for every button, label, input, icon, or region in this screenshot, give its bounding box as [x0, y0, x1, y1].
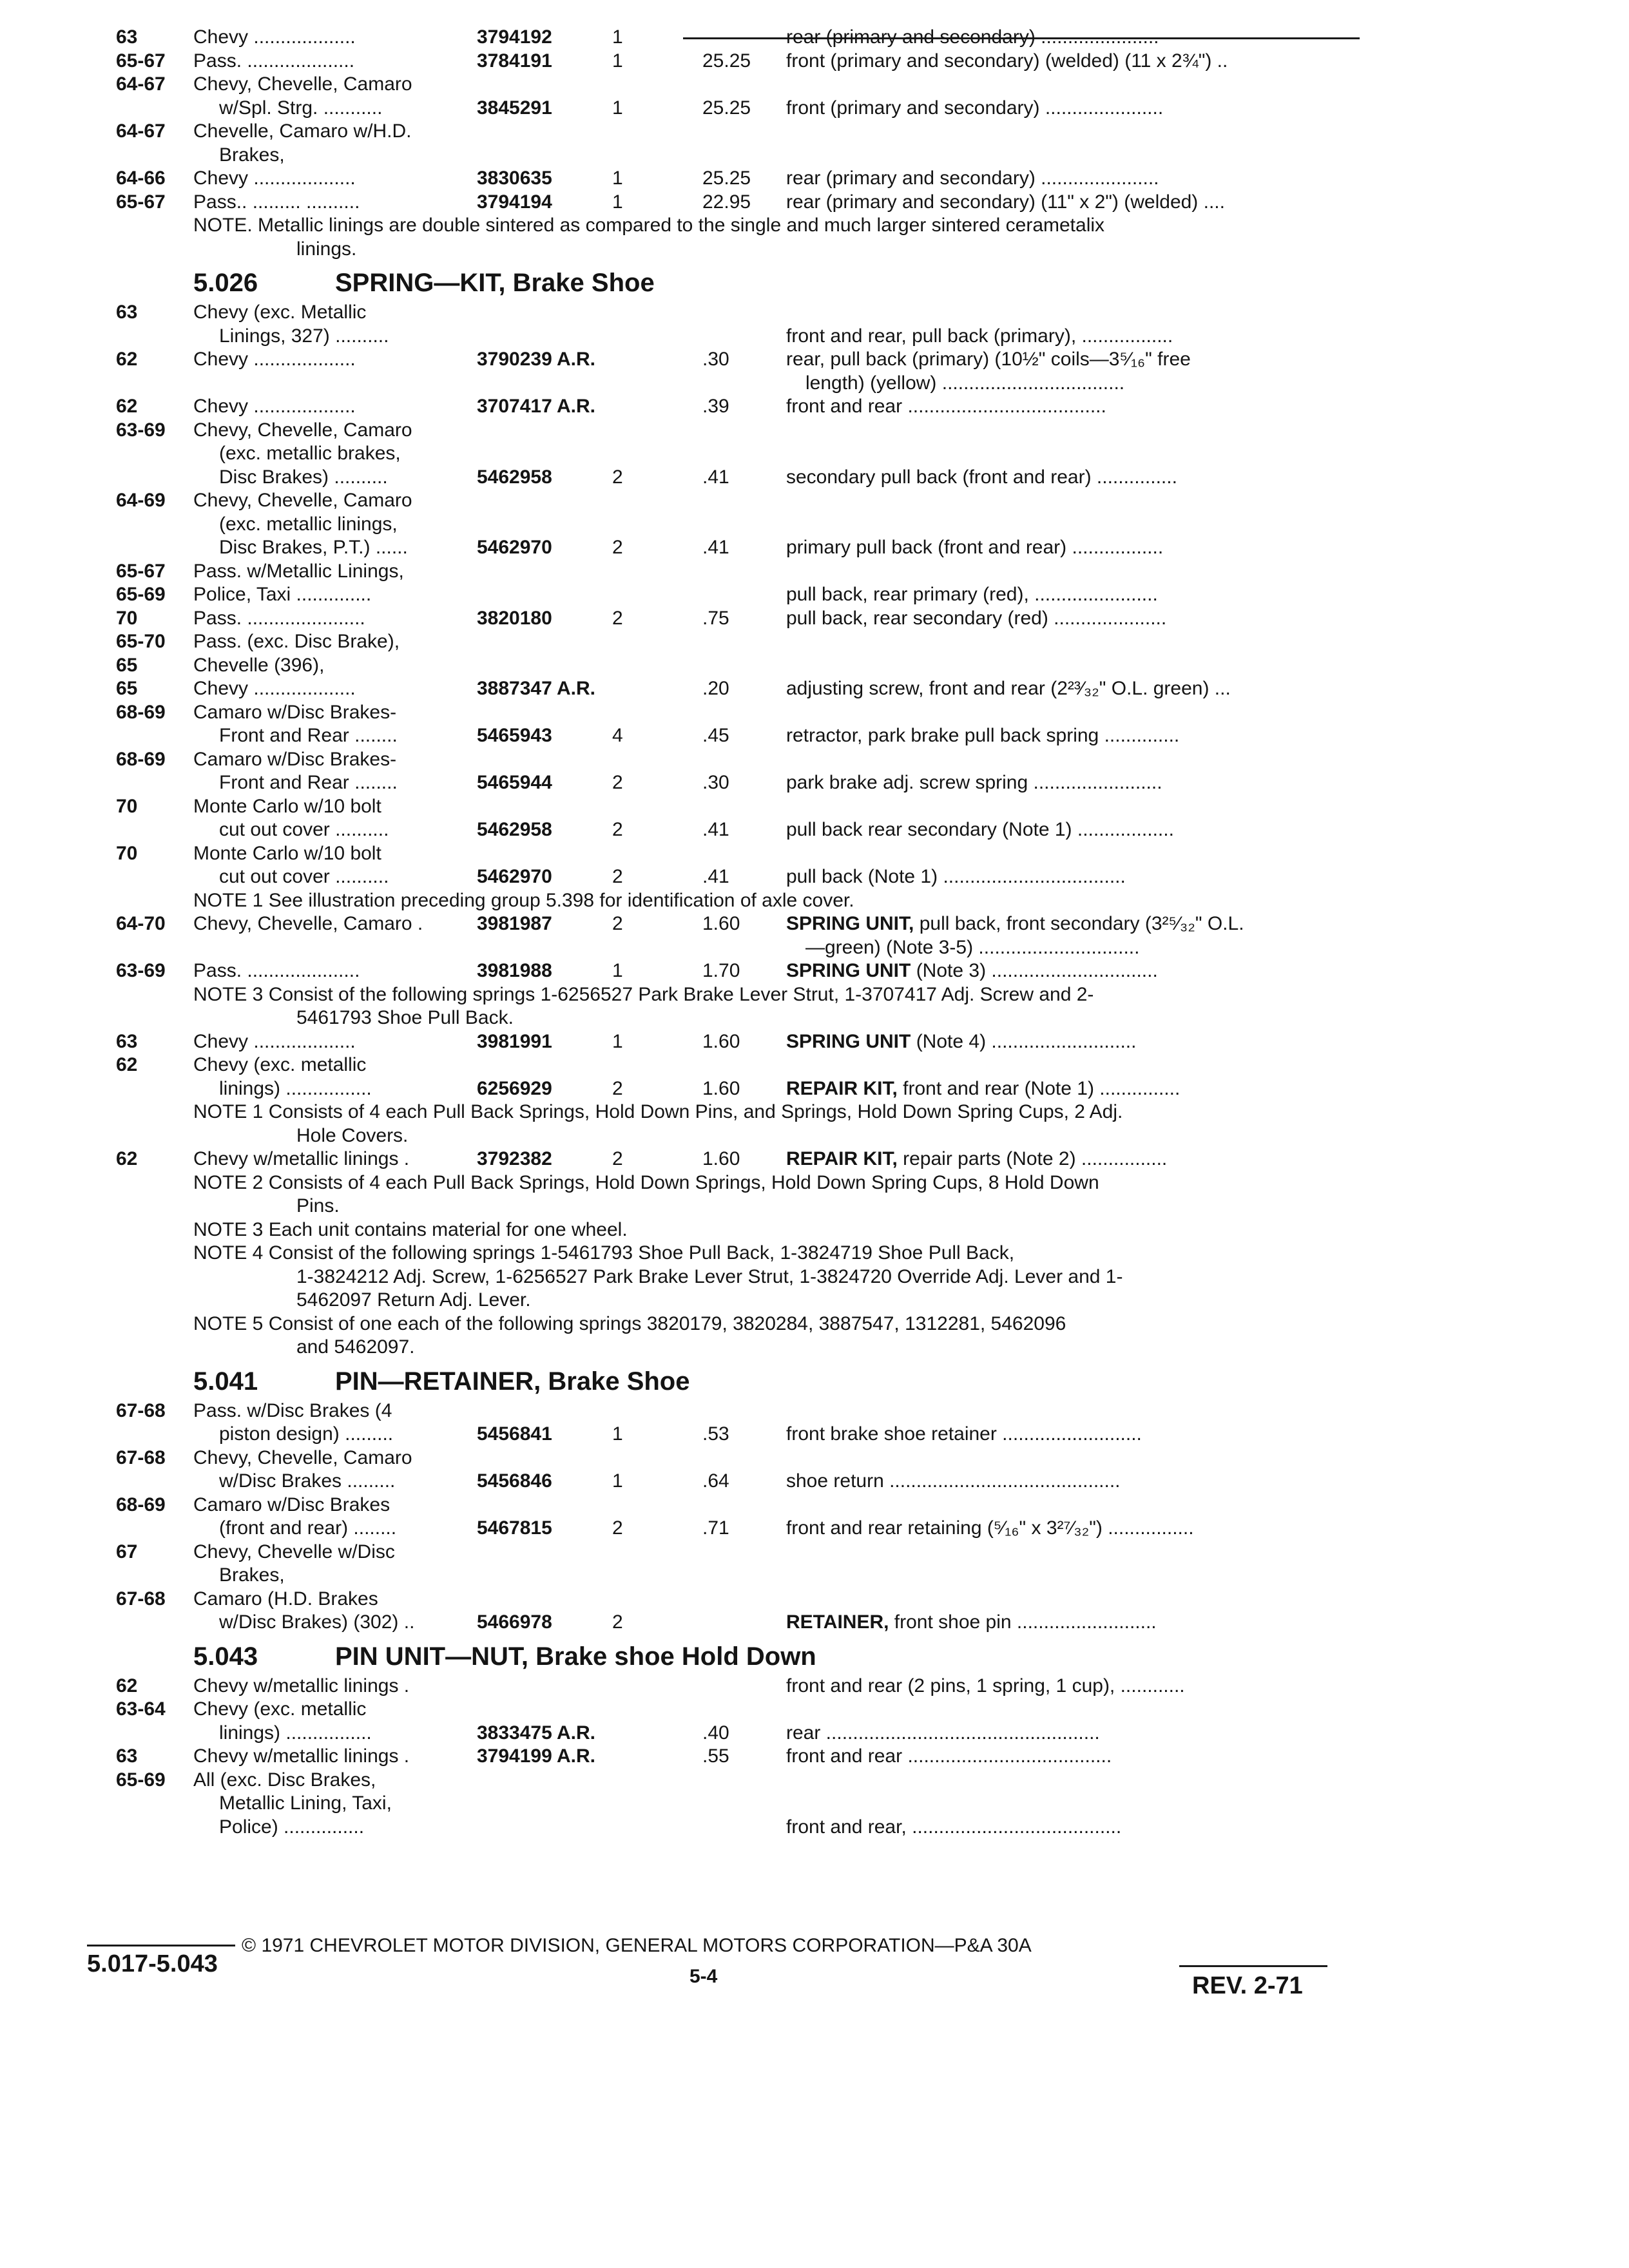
- model-text: Chevy w/metallic linings .: [193, 1675, 410, 1696]
- section-title: PIN UNIT—NUT, Brake shoe Hold Down: [335, 1642, 816, 1671]
- list-item: [0, 1792, 1629, 1815]
- model-text: All (exc. Disc Brakes,: [193, 1769, 376, 1791]
- model-year: 65-69: [116, 584, 166, 605]
- model-year: 62: [116, 1148, 138, 1169]
- part-description: front and rear .....................................: [786, 396, 1106, 417]
- model-year: 67-68: [116, 1446, 166, 1468]
- quantity: 2: [612, 1077, 623, 1099]
- list-item: [0, 1446, 1629, 1470]
- part-description: front brake shoe retainer ..........................: [786, 1423, 1142, 1445]
- model-year: 63-69: [116, 419, 166, 441]
- list-item: [0, 677, 1629, 700]
- model-year: 65-67: [116, 50, 166, 72]
- part-number: 3830635: [477, 168, 552, 189]
- price: .64: [702, 1470, 729, 1492]
- quantity: 1: [612, 26, 623, 48]
- note-line: NOTE 1 Consists of 4 each Pull Back Springs, Hold Down Pins, and Springs, Hold Down Spring Cups, 2 Adj.: [193, 1101, 1123, 1122]
- list-item: [0, 959, 1629, 983]
- part-number: 5462958: [477, 819, 552, 840]
- price: 25.25: [702, 50, 751, 72]
- part-description: pull back rear secondary (Note 1) ..................: [786, 819, 1174, 840]
- model-year: 70: [116, 607, 138, 629]
- model-text: Front and Rear ........: [219, 725, 398, 746]
- price: .20: [702, 678, 729, 699]
- model-text: Camaro w/Disc Brakes: [193, 1494, 390, 1515]
- metallic-lining-note: [0, 214, 1629, 237]
- model-text: Monte Carlo w/10 bolt: [193, 842, 381, 864]
- list-item: [0, 654, 1629, 677]
- quantity: 2: [612, 607, 623, 629]
- model-text: Chevy ...................: [193, 168, 356, 189]
- note-line: NOTE 3 Consist of the following springs 1-6256527 Park Brake Lever Strut, 1-3707417 Adj. Screw and 2-: [193, 983, 1094, 1005]
- model-text: Chevy ...................: [193, 1030, 356, 1052]
- model-year: 68-69: [116, 1494, 166, 1515]
- list-item: [0, 701, 1629, 724]
- part-description: secondary pull back (front and rear) ...............: [786, 466, 1177, 488]
- model-text: Camaro (H.D. Brakes: [193, 1588, 378, 1610]
- price: 25.25: [702, 97, 751, 119]
- list-item: [0, 1030, 1629, 1053]
- part-number: 3981988: [477, 960, 552, 981]
- model-text: Chevy, Chevelle, Camaro: [193, 73, 412, 95]
- list-item: [0, 912, 1629, 936]
- part-description: SPRING UNIT, pull back, front secondary (3²⁵⁄₃₂" O.L.: [786, 913, 1244, 934]
- page-number: 5-4: [689, 1966, 718, 1987]
- model-text: Camaro w/Disc Brakes-: [193, 701, 397, 723]
- price: 1.60: [702, 1148, 740, 1169]
- part-number: 3887347 A.R.: [477, 678, 596, 699]
- model-text: Chevy (exc. Metallic: [193, 302, 367, 323]
- model-year: 63-69: [116, 960, 166, 981]
- part-number: 3794194: [477, 191, 552, 213]
- note-text: [0, 1195, 1629, 1218]
- model-text: (exc. metallic brakes,: [219, 443, 401, 464]
- list-item: [0, 144, 1629, 167]
- section-heading-5041: [0, 1365, 1629, 1398]
- part-description: front and rear, pull back (primary), .................: [786, 325, 1173, 347]
- model-text: Pass. (exc. Disc Brake),: [193, 631, 400, 652]
- part-description: SPRING UNIT (Note 3) ...............................: [786, 960, 1158, 981]
- note-line: NOTE 4 Consist of the following springs 1-5461793 Shoe Pull Back, 1-3824719 Shoe Pull Back,: [193, 1242, 1015, 1264]
- model-text: linings) ................: [219, 1077, 372, 1099]
- quantity: 2: [612, 866, 623, 887]
- list-item: [0, 1611, 1629, 1634]
- quantity: 2: [612, 1611, 623, 1633]
- list-item: [0, 1399, 1629, 1423]
- note-text: [0, 1265, 1629, 1289]
- list-item: [0, 395, 1629, 418]
- note-line: Hole Covers.: [296, 1124, 409, 1146]
- note-axle-cover: [0, 889, 1629, 912]
- model-text: Brakes,: [219, 144, 285, 166]
- note-line: NOTE 2 Consists of 4 each Pull Back Springs, Hold Down Springs, Hold Down Spring Cups, 8 Hold Down: [193, 1171, 1099, 1193]
- list-item: [0, 1077, 1629, 1100]
- part-description: front (primary and secondary) ......................: [786, 97, 1164, 119]
- part-number: 5462970: [477, 866, 552, 887]
- model-year: 64-67: [116, 73, 166, 95]
- part-description: REPAIR KIT, front and rear (Note 1) ...............: [786, 1077, 1181, 1099]
- section-title: SPRING—KIT, Brake Shoe: [335, 269, 655, 297]
- list-item: [0, 1148, 1629, 1171]
- model-year: 67-68: [116, 1399, 166, 1421]
- part-description: rear (primary and secondary) (11" x 2") (welded) ....: [786, 191, 1225, 213]
- model-text: Chevy, Chevelle w/Disc: [193, 1541, 395, 1562]
- price: .41: [702, 819, 729, 840]
- model-text: Chevy ...................: [193, 26, 356, 48]
- model-year: 63: [116, 1030, 138, 1052]
- list-item: [0, 1588, 1629, 1611]
- note-text: [0, 1218, 1629, 1242]
- list-item: [0, 442, 1629, 465]
- quantity: 1: [612, 191, 623, 213]
- quantity: 1: [612, 1470, 623, 1492]
- list-item: [0, 583, 1629, 606]
- price: .30: [702, 772, 729, 793]
- part-description: primary pull back (front and rear) .................: [786, 537, 1164, 558]
- list-item: [0, 1470, 1629, 1493]
- model-text: Police) ...............: [219, 1816, 365, 1838]
- section-title: PIN—RETAINER, Brake Shoe: [335, 1367, 690, 1396]
- model-text: Disc Brakes) ..........: [219, 466, 388, 488]
- part-number: 5462970: [477, 537, 552, 558]
- section-number: 5.041: [193, 1367, 258, 1396]
- quantity: 2: [612, 1517, 623, 1539]
- model-text: Pass.. ......... ..........: [193, 191, 360, 213]
- part-number: 5467815: [477, 1517, 552, 1539]
- list-item: [0, 748, 1629, 771]
- list-item: [0, 865, 1629, 889]
- part-number: 3833475 A.R.: [477, 1722, 596, 1744]
- model-text: Pass. ....................: [193, 50, 355, 72]
- list-item: [0, 630, 1629, 653]
- list-item: [0, 419, 1629, 442]
- part-description: front and rear retaining (⁵⁄₁₆" x 3²⁷⁄₃₂") ................: [786, 1517, 1194, 1539]
- part-number: 3794199 A.R.: [477, 1745, 596, 1767]
- list-item: [0, 842, 1629, 865]
- list-item: [0, 167, 1629, 190]
- part-description: RETAINER, front shoe pin ..........................: [786, 1611, 1157, 1633]
- model-text: cut out cover ..........: [219, 819, 389, 840]
- list-item: [0, 1816, 1629, 1839]
- model-year: 65-67: [116, 191, 166, 213]
- part-number: 3820180: [477, 607, 552, 629]
- note-text: [0, 1171, 1629, 1195]
- quantity: 2: [612, 1148, 623, 1169]
- part-description: retractor, park brake pull back spring ..............: [786, 725, 1180, 746]
- list-item: [0, 1423, 1629, 1446]
- model-text: Chevy ...................: [193, 396, 356, 417]
- section-heading-5043: [0, 1640, 1629, 1673]
- part-number: 3794192: [477, 26, 552, 48]
- model-year: 63: [116, 26, 138, 48]
- list-item: [0, 489, 1629, 512]
- model-year: 63: [116, 1745, 138, 1767]
- note-line: 5462097 Return Adj. Lever.: [296, 1289, 531, 1311]
- model-year: 62: [116, 396, 138, 417]
- model-year: 64-69: [116, 490, 166, 511]
- part-number: 3845291: [477, 97, 552, 119]
- part-description: REPAIR KIT, repair parts (Note 2) ................: [786, 1148, 1168, 1169]
- note-line: NOTE 1 See illustration preceding group 5.398 for identification of axle cover.: [193, 889, 854, 911]
- list-item: [0, 1769, 1629, 1792]
- price: 1.60: [702, 1077, 740, 1099]
- price: .55: [702, 1745, 729, 1767]
- metallic-lining-note: [0, 238, 1629, 261]
- model-text: Chevy, Chevelle, Camaro .: [193, 913, 423, 934]
- list-item: [0, 372, 1629, 395]
- model-text: Chevy, Chevelle, Camaro: [193, 1446, 412, 1468]
- price: 1.60: [702, 1030, 740, 1052]
- list-item: [0, 1053, 1629, 1077]
- part-description: pull back (Note 1) ..................................: [786, 866, 1126, 887]
- list-item: [0, 1675, 1629, 1698]
- model-text: Chevy ...................: [193, 349, 356, 370]
- price: .40: [702, 1722, 729, 1744]
- model-year: 62: [116, 1675, 138, 1696]
- model-text: Chevy (exc. metallic: [193, 1698, 367, 1720]
- note-line: 1-3824212 Adj. Screw, 1-6256527 Park Brake Lever Strut, 1-3824720 Override Adj. Lever and 1-: [296, 1265, 1123, 1287]
- part-number: 3792382: [477, 1148, 552, 1169]
- model-year: 62: [116, 1054, 138, 1075]
- part-description: —green) (Note 3-5) ..............................: [805, 936, 1140, 958]
- list-item: [0, 771, 1629, 794]
- quantity: 1: [612, 1030, 623, 1052]
- revision-label: REV. 2-71: [1192, 1972, 1303, 1999]
- footer-rule-right: [1179, 1965, 1327, 1967]
- note-line: NOTE. Metallic linings are double sintered as compared to the single and much larger sintered cerametalix: [193, 215, 1105, 236]
- quantity: 1: [612, 168, 623, 189]
- quantity: 1: [612, 50, 623, 72]
- quantity: 2: [612, 819, 623, 840]
- note-text: [0, 1289, 1629, 1312]
- list-item: [0, 513, 1629, 536]
- model-text: Disc Brakes, P.T.) ......: [219, 537, 408, 558]
- price: 22.95: [702, 191, 751, 213]
- model-year: 64-70: [116, 913, 166, 934]
- model-year: 68-69: [116, 701, 166, 723]
- part-description: front and rear ......................................: [786, 1745, 1112, 1767]
- note-text: [0, 983, 1629, 1006]
- part-description: adjusting screw, front and rear (2²³⁄₃₂" O.L. green) ...: [786, 678, 1231, 699]
- model-text: w/Spl. Strg. ...........: [219, 97, 383, 119]
- part-description: rear (primary and secondary) ......................: [786, 168, 1159, 189]
- part-description: shoe return ...........................................: [786, 1470, 1121, 1492]
- model-text: Metallic Lining, Taxi,: [219, 1792, 392, 1814]
- section-heading-5026: [0, 266, 1629, 300]
- model-text: Chevy w/metallic linings .: [193, 1745, 410, 1767]
- list-item: [0, 1564, 1629, 1587]
- model-text: w/Disc Brakes) (302) ..: [219, 1611, 415, 1633]
- note-text: [0, 1242, 1629, 1265]
- note-text: [0, 1100, 1629, 1124]
- list-item: [0, 536, 1629, 559]
- model-year: 70: [116, 795, 138, 817]
- list-item: [0, 120, 1629, 143]
- model-text: Chevelle, Camaro w/H.D.: [193, 120, 412, 142]
- list-item: [0, 1541, 1629, 1564]
- model-text: linings) ................: [219, 1722, 372, 1744]
- quantity: 2: [612, 772, 623, 793]
- quantity: 2: [612, 913, 623, 934]
- part-description: SPRING UNIT (Note 4) ...........................: [786, 1030, 1137, 1052]
- list-item: [0, 936, 1629, 959]
- note-line: and 5462097.: [296, 1336, 415, 1358]
- note-line: 5461793 Shoe Pull Back.: [296, 1007, 514, 1028]
- part-description: rear, pull back (primary) (10½" coils—3⁵⁄₁₆" free: [786, 349, 1191, 370]
- model-year: 67: [116, 1541, 138, 1562]
- list-item: [0, 325, 1629, 348]
- note-text: [0, 1006, 1629, 1030]
- model-text: piston design) .........: [219, 1423, 394, 1445]
- model-text: Pass. w/Disc Brakes (4: [193, 1399, 392, 1421]
- list-item: [0, 1494, 1629, 1517]
- model-text: (exc. metallic linings,: [219, 513, 398, 535]
- part-description: front and rear, .......................................: [786, 1816, 1122, 1838]
- list-item: [0, 607, 1629, 630]
- quantity: 4: [612, 725, 623, 746]
- part-number: 3981991: [477, 1030, 552, 1052]
- note-text: [0, 1312, 1629, 1336]
- list-item: [0, 560, 1629, 583]
- model-text: Linings, 327) ..........: [219, 325, 389, 347]
- model-year: 63: [116, 302, 138, 323]
- price: 1.70: [702, 960, 740, 981]
- section-number: 5.026: [193, 269, 258, 297]
- quantity: 1: [612, 1423, 623, 1445]
- model-text: cut out cover ..........: [219, 866, 389, 887]
- list-item: [0, 301, 1629, 324]
- list-item: [0, 73, 1629, 96]
- part-description: front and rear (2 pins, 1 spring, 1 cup), ............: [786, 1675, 1185, 1696]
- part-number: 5456841: [477, 1423, 552, 1445]
- quantity: 1: [612, 97, 623, 119]
- model-year: 70: [116, 842, 138, 864]
- part-number: 5466978: [477, 1611, 552, 1633]
- model-text: Monte Carlo w/10 bolt: [193, 795, 381, 817]
- model-text: Chevy, Chevelle, Camaro: [193, 490, 412, 511]
- list-item: [0, 97, 1629, 120]
- part-number: 6256929: [477, 1077, 552, 1099]
- model-text: Chevy (exc. metallic: [193, 1054, 367, 1075]
- price: .41: [702, 466, 729, 488]
- model-year: 65-67: [116, 560, 166, 582]
- list-item: [0, 1698, 1629, 1721]
- quantity: 2: [612, 537, 623, 558]
- part-number: 3981987: [477, 913, 552, 934]
- price: .30: [702, 349, 729, 370]
- quantity: 1: [612, 960, 623, 981]
- model-text: Police, Taxi ..............: [193, 584, 372, 605]
- part-description: pull back, rear primary (red), .......................: [786, 584, 1158, 605]
- model-year: 65-70: [116, 631, 166, 652]
- list-item: [0, 1722, 1629, 1745]
- model-year: 65: [116, 678, 138, 699]
- list-item: [0, 50, 1629, 73]
- price: .75: [702, 607, 729, 629]
- part-description: rear (primary and secondary) ......................: [786, 26, 1159, 48]
- model-text: Chevelle (396),: [193, 654, 325, 676]
- price: .39: [702, 396, 729, 417]
- list-item: [0, 1517, 1629, 1540]
- model-text: Chevy ...................: [193, 678, 356, 699]
- model-year: 68-69: [116, 748, 166, 770]
- model-year: 65: [116, 654, 138, 676]
- model-text: Pass. ......................: [193, 607, 365, 629]
- copyright-text: © 1971 CHEVROLET MOTOR DIVISION, GENERAL MOTORS CORPORATION—P&A 30A: [242, 1935, 1032, 1956]
- price: 1.60: [702, 913, 740, 934]
- model-text: Chevy w/metallic linings .: [193, 1148, 410, 1169]
- model-year: 63-64: [116, 1698, 166, 1720]
- part-description: length) (yellow) ..................................: [805, 372, 1125, 394]
- note-line: linings.: [296, 238, 357, 260]
- price: .41: [702, 537, 729, 558]
- note-line: Pins.: [296, 1195, 340, 1216]
- model-text: Front and Rear ........: [219, 772, 398, 793]
- list-item: [0, 26, 1629, 49]
- price: .71: [702, 1517, 729, 1539]
- list-item: [0, 724, 1629, 747]
- model-year: 64-67: [116, 120, 166, 142]
- model-year: 64-66: [116, 168, 166, 189]
- part-description: pull back, rear secondary (red) .....................: [786, 607, 1167, 629]
- part-number: 5465943: [477, 725, 552, 746]
- price: .45: [702, 725, 729, 746]
- model-year: 62: [116, 349, 138, 370]
- section-number: 5.043: [193, 1642, 258, 1671]
- model-text: Camaro w/Disc Brakes-: [193, 748, 397, 770]
- list-item: [0, 466, 1629, 489]
- model-year: 65-69: [116, 1769, 166, 1791]
- note-text: [0, 1336, 1629, 1359]
- part-description: rear ...................................................: [786, 1722, 1100, 1744]
- price: .41: [702, 866, 729, 887]
- part-number: 5462958: [477, 466, 552, 488]
- list-item: [0, 818, 1629, 841]
- part-description: front (primary and secondary) (welded) (11 x 2¾") ..: [786, 50, 1228, 72]
- price: .53: [702, 1423, 729, 1445]
- quantity: 2: [612, 466, 623, 488]
- note-line: NOTE 5 Consist of one each of the following springs 3820179, 3820284, 3887547, 1312281, 5462096: [193, 1312, 1066, 1334]
- part-number: 3790239 A.R.: [477, 349, 596, 370]
- part-number: 5465944: [477, 772, 552, 793]
- model-text: Pass. w/Metallic Linings,: [193, 560, 404, 582]
- model-text: w/Disc Brakes .........: [219, 1470, 396, 1492]
- part-description: park brake adj. screw spring ........................: [786, 772, 1162, 793]
- note-text: [0, 1124, 1629, 1148]
- model-text: Pass. .....................: [193, 960, 360, 981]
- section-range: 5.017-5.043: [87, 1950, 218, 1977]
- footer-rule-left: [87, 1945, 235, 1946]
- model-text: Chevy, Chevelle, Camaro: [193, 419, 412, 441]
- part-number: 5456846: [477, 1470, 552, 1492]
- list-item: [0, 348, 1629, 371]
- model-year: 67-68: [116, 1588, 166, 1610]
- model-text: Brakes,: [219, 1564, 285, 1586]
- list-item: [0, 795, 1629, 818]
- part-number: 3784191: [477, 50, 552, 72]
- note-line: NOTE 3 Each unit contains material for one wheel.: [193, 1218, 628, 1240]
- list-item: [0, 1745, 1629, 1768]
- list-item: [0, 191, 1629, 214]
- part-number: 3707417 A.R.: [477, 396, 596, 417]
- model-text: (front and rear) ........: [219, 1517, 397, 1539]
- price: 25.25: [702, 168, 751, 189]
